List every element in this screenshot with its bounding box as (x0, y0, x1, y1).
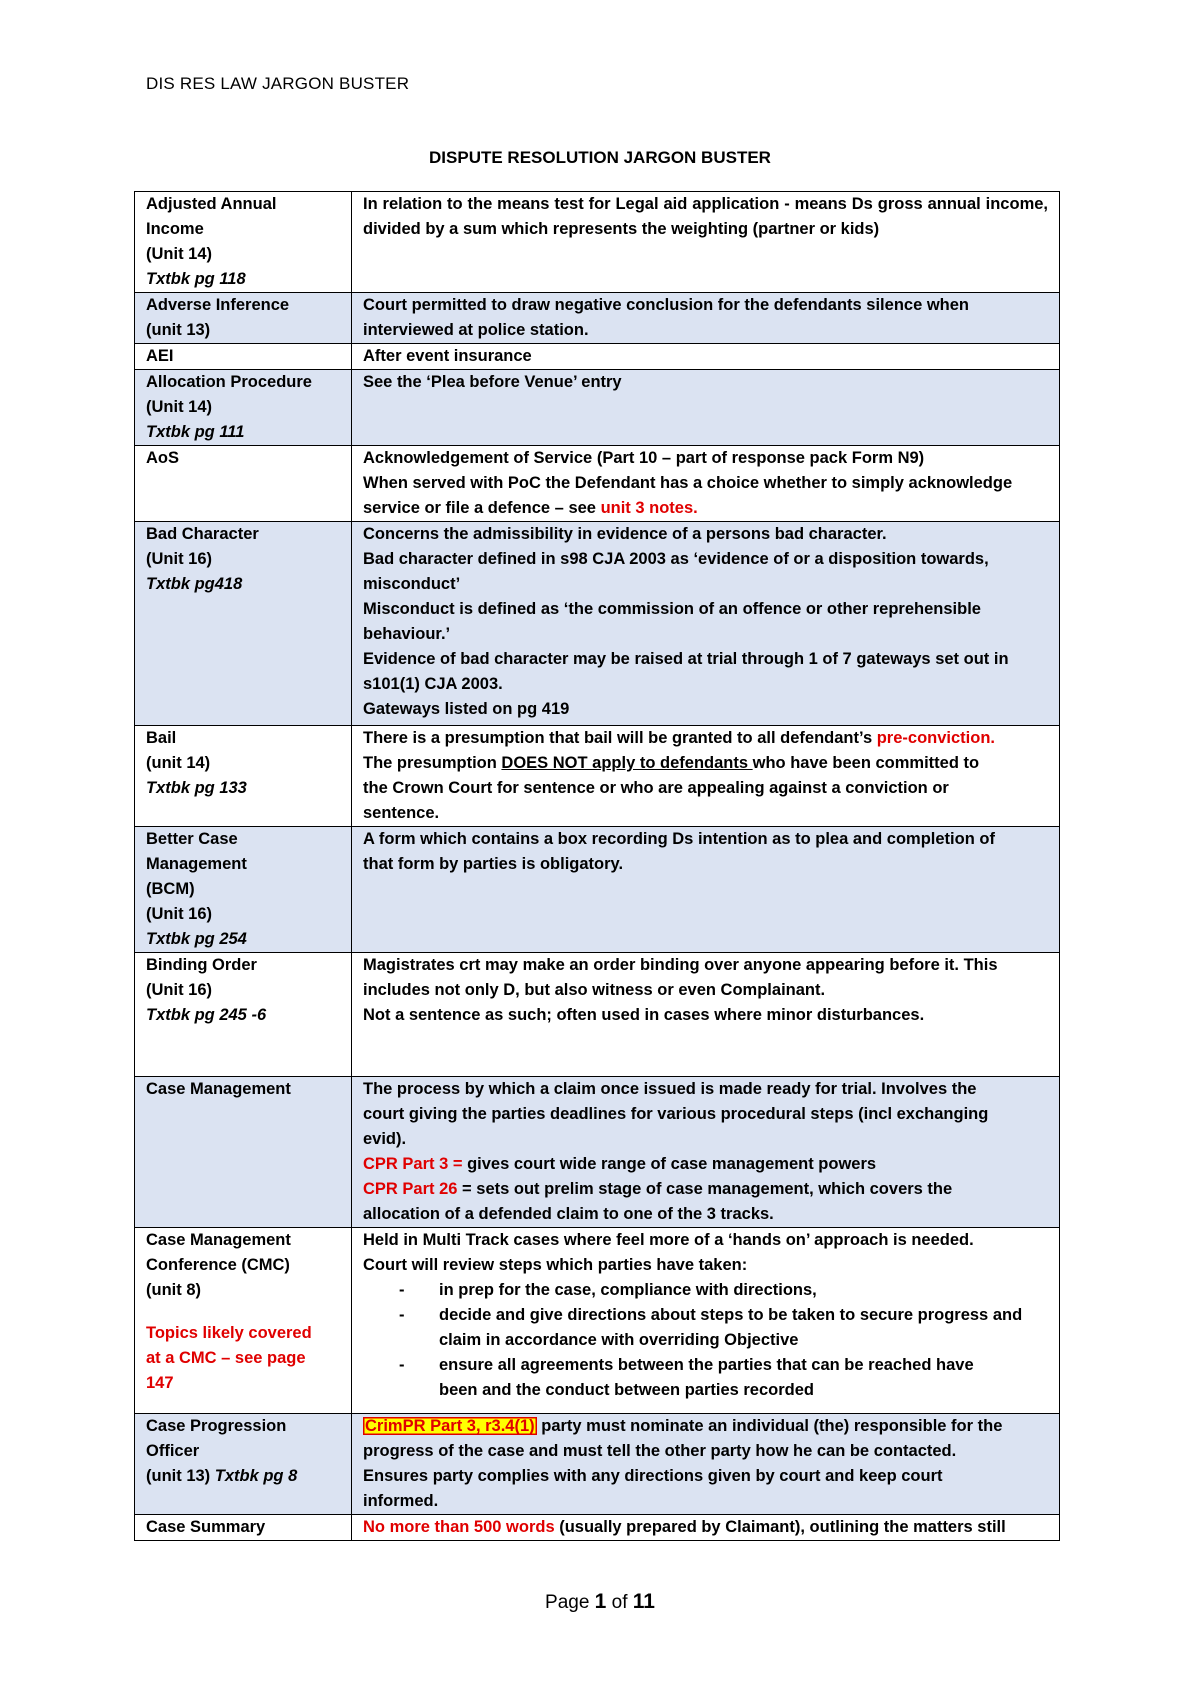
term-textbook-ref: Txtbk pg 254 (146, 930, 247, 948)
definition-text: the Crown Court for sentence or who are appealing against a conviction or (363, 779, 949, 797)
term-text: Management (146, 855, 247, 873)
term-text: Adverse Inference (146, 296, 290, 314)
definition-text-segment: who have been committed to (752, 754, 980, 772)
glossary-row (135, 344, 1060, 370)
page-number: 1 (594, 1590, 607, 1613)
term-text: Case Summary (146, 1518, 266, 1536)
term-textbook-ref: Txtbk pg 8 (214, 1467, 298, 1485)
bullet-text: been and the conduct between parties recorded (439, 1381, 814, 1399)
term-text: Officer (146, 1442, 200, 1460)
definition-text: When served with PoC the Defendant has a choice whether to simply acknowledge (363, 474, 1013, 492)
term-unit-label: (unit 13) (146, 1467, 215, 1485)
definition-cell (352, 1515, 1060, 1541)
term-textbook-ref: Txtbk pg418 (146, 575, 243, 593)
term-text: AoS (146, 449, 179, 467)
definition-text: progress of the case and must tell the other party how he can be contacted. (363, 1442, 957, 1460)
definition-text: Held in Multi Track cases where feel more of a ‘hands on’ approach is needed. (363, 1231, 974, 1249)
glossary-row (135, 522, 1060, 726)
bullet-text: claim in accordance with overriding Objective (439, 1331, 799, 1349)
definition-cell (352, 1228, 1060, 1414)
notes-reference-link: unit 3 notes. (600, 499, 698, 517)
term-cell (135, 1228, 352, 1414)
cpr-reference: CPR Part 26 (363, 1180, 463, 1198)
definition-cell (352, 192, 1060, 293)
definition-cell (352, 344, 1060, 370)
term-text: Conference (CMC) (146, 1256, 290, 1274)
definition-text (363, 1515, 1048, 1540)
definition-cell (352, 522, 1060, 726)
definition-text: In relation to the means test for Legal aid application - means Ds gross annual income, divided by a sum which represents the weighting (partner or kids) (363, 195, 1048, 238)
definition-text: Ensures party complies with any directions given by court and keep court (363, 1467, 943, 1485)
definition-text: Court permitted to draw negative conclusion for the defendants silence when (363, 296, 970, 314)
glossary-row (135, 953, 1060, 1077)
term-cell (135, 1077, 352, 1228)
emphasis-red: pre-conviction. (876, 729, 995, 747)
glossary-row (135, 192, 1060, 293)
page-of-label: of (606, 1592, 633, 1613)
definition-text-segment: The presumption (363, 754, 502, 772)
term-cell (135, 1414, 352, 1515)
definition-text-segment: (usually prepared by Claimant), outlining the matters still (554, 1518, 1006, 1536)
page-label: Page (545, 1592, 595, 1613)
glossary-row (135, 370, 1060, 446)
term-cell (135, 827, 352, 953)
definition-text (363, 1152, 1048, 1177)
term-note: at a CMC – see page (146, 1349, 306, 1367)
glossary-row (135, 446, 1060, 522)
term-textbook-ref: Txtbk pg 111 (146, 423, 245, 441)
term-note: Topics likely covered (146, 1324, 312, 1342)
definition-text: allocation of a defended claim to one of the 3 tracks. (363, 1205, 774, 1223)
term-note: 147 (146, 1374, 174, 1392)
definition-text (363, 751, 1048, 776)
term-cell (135, 522, 352, 726)
term-text: Binding Order (146, 956, 257, 974)
definition-text (363, 1414, 1048, 1439)
definition-text: evid). (363, 1130, 407, 1148)
definition-text: Court will review steps which parties have taken: (363, 1256, 748, 1274)
term-unit: (Unit 14) (146, 398, 212, 416)
definition-cell (352, 370, 1060, 446)
definition-text-segment: = sets out prelim stage of case management, which covers the (462, 1180, 953, 1198)
term-cell (135, 953, 352, 1077)
bullet-text: ensure all agreements between the parties that can be reached have (439, 1356, 974, 1374)
term-text: Bail (146, 729, 177, 747)
glossary-row (135, 726, 1060, 827)
term-text: Bad Character (146, 525, 259, 543)
definition-text: informed. (363, 1492, 439, 1510)
definition-text (363, 726, 1048, 751)
definition-text: includes not only D, but also witness or even Complainant. (363, 981, 826, 999)
definition-cell (352, 1414, 1060, 1515)
definition-text-segment: service or file a defence – see (363, 499, 601, 517)
page-footer (0, 1590, 1200, 1614)
term-unit: (unit 13) (146, 321, 211, 339)
glossary-row (135, 1414, 1060, 1515)
definition-text: Acknowledgement of Service (Part 10 – part of response pack Form N9) (363, 449, 925, 467)
definition-text: Misconduct is defined as ‘the commission of an offence or other reprehensible (363, 600, 981, 618)
definition-text (363, 496, 1048, 521)
definition-cell (352, 726, 1060, 827)
definition-text: A form which contains a box recording Ds intention as to plea and completion of (363, 830, 995, 848)
term-cell (135, 370, 352, 446)
emphasis-underline: DOES NOT apply to defendants (501, 754, 753, 772)
glossary-row (135, 1228, 1060, 1414)
term-textbook-ref: Txtbk pg 118 (146, 270, 246, 288)
bullet-text: in prep for the case, compliance with directions, (439, 1281, 817, 1299)
term-unit: (unit 8) (146, 1281, 201, 1299)
running-header: DIS RES LAW JARGON BUSTER (146, 74, 410, 93)
term-cell (135, 1515, 352, 1541)
spacer (146, 1303, 340, 1321)
term-text: Allocation Procedure (146, 373, 312, 391)
glossary-row (135, 827, 1060, 953)
bullet-dash: - (399, 1281, 405, 1299)
definition-text: court giving the parties deadlines for various procedural steps (incl exchanging (363, 1105, 989, 1123)
term-unit: (Unit 16) (146, 905, 212, 923)
definition-cell (352, 1077, 1060, 1228)
definition-text: The process by which a claim once issued is made ready for trial. Involves the (363, 1080, 977, 1098)
bullet-item (363, 1303, 1048, 1328)
term-text: Case Progression (146, 1417, 287, 1435)
term-textbook-ref: Txtbk pg 245 -6 (146, 1006, 267, 1024)
definition-text: misconduct’ (363, 575, 461, 593)
definition-cell (352, 293, 1060, 344)
definition-text: Not a sentence as such; often used in cases where minor disturbances. (363, 1006, 925, 1024)
definition-text-segment: party must nominate an individual (the) responsible for the (536, 1417, 1003, 1435)
definition-text: that form by parties is obligatory. (363, 855, 624, 873)
term-unit: (Unit 14) (146, 245, 212, 263)
definition-cell (352, 827, 1060, 953)
definition-text: Evidence of bad character may be raised at trial through 1 of 7 gateways set out in (363, 650, 1009, 668)
term-text: Better Case (146, 830, 238, 848)
definition-text-segment: gives court wide range of case management powers (467, 1155, 877, 1173)
term-unit (146, 1464, 340, 1489)
document-title: DISPUTE RESOLUTION JARGON BUSTER (429, 148, 771, 167)
definition-text: See the ‘Plea before Venue’ entry (363, 373, 622, 391)
glossary-table (134, 191, 1060, 1541)
bullet-item (363, 1278, 1048, 1303)
bullet-item (363, 1353, 1048, 1378)
page-total: 11 (632, 1590, 655, 1613)
definition-cell (352, 953, 1060, 1077)
term-cell (135, 293, 352, 344)
term-abbreviation: (BCM) (146, 880, 195, 898)
term-cell (135, 446, 352, 522)
term-textbook-ref: Txtbk pg 133 (146, 779, 247, 797)
definition-text: interviewed at police station. (363, 321, 589, 339)
definition-text (363, 1177, 1048, 1202)
term-cell (135, 192, 352, 293)
term-text: AEI (146, 347, 174, 365)
bullet-text: decide and give directions about steps to be taken to secure progress and (439, 1306, 1023, 1324)
term-unit: (unit 14) (146, 754, 211, 772)
glossary-row (135, 1515, 1060, 1541)
glossary-row (135, 1077, 1060, 1228)
definition-text: Bad character defined in s98 CJA 2003 as ‘evidence of or a disposition towards, (363, 550, 989, 568)
term-text: Adjusted Annual (146, 195, 277, 213)
term-text: Case Management (146, 1080, 291, 1098)
definition-text-segment: There is a presumption that bail will be granted to all defendant’s (363, 729, 877, 747)
bullet-dash: - (399, 1306, 405, 1324)
definition-text: s101(1) CJA 2003. (363, 675, 503, 693)
definition-text: Concerns the admissibility in evidence of a persons bad character. (363, 525, 887, 543)
term-cell (135, 344, 352, 370)
term-cell (135, 726, 352, 827)
cpr-reference: CPR Part 3 = (363, 1155, 468, 1173)
bullet-dash: - (399, 1356, 405, 1374)
term-text: Case Management (146, 1231, 291, 1249)
definition-text: sentence. (363, 804, 440, 822)
definition-text: behaviour.’ (363, 625, 451, 643)
glossary-row (135, 293, 1060, 344)
definition-text: Magistrates crt may make an order binding over anyone appearing before it. This (363, 956, 998, 974)
highlighted-rule-reference: CrimPR Part 3, r3.4(1) (365, 1417, 535, 1435)
definition-text: Gateways listed on pg 419 (363, 700, 570, 718)
term-unit: (Unit 16) (146, 981, 212, 999)
term-unit: (Unit 16) (146, 550, 212, 568)
definition-cell (352, 446, 1060, 522)
term-text: Income (146, 220, 204, 238)
emphasis-red: No more than 500 words (363, 1518, 555, 1536)
definition-text: After event insurance (363, 347, 532, 365)
